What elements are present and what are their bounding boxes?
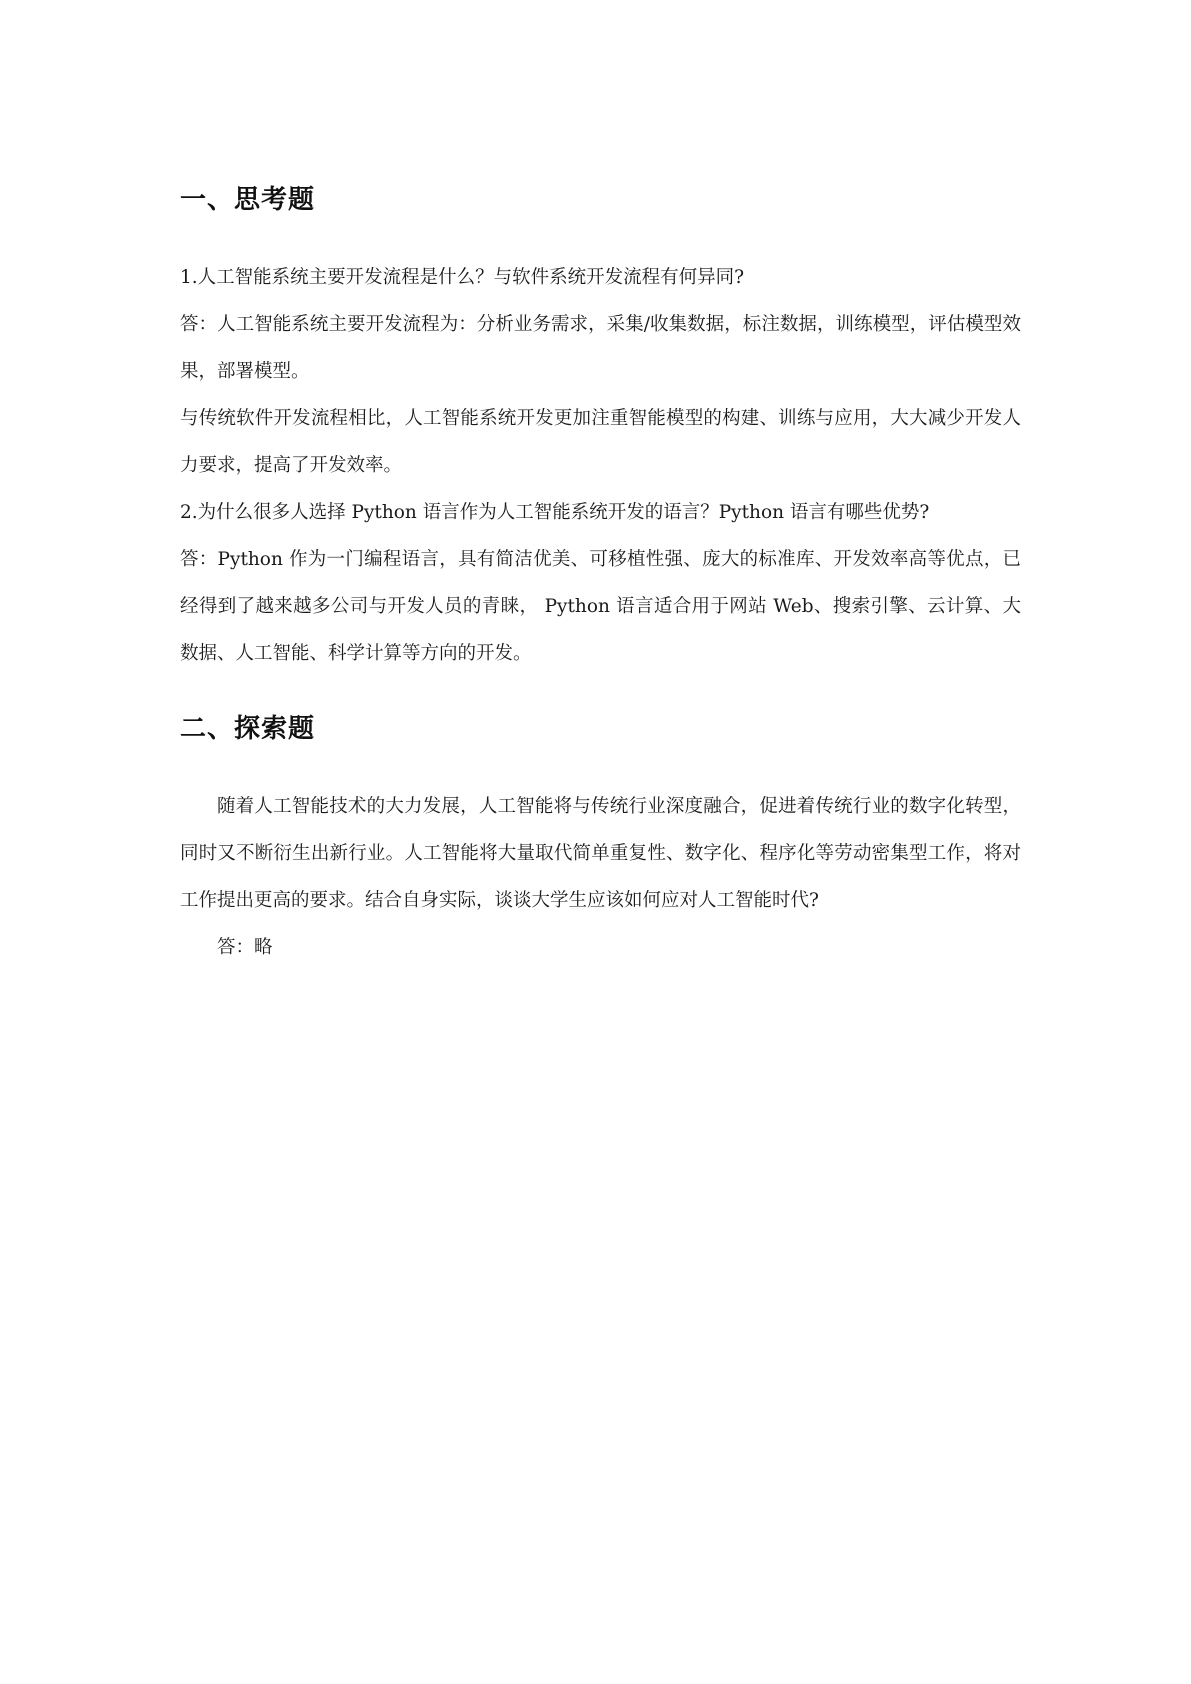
- answer-1-part-2: 与传统软件开发流程相比，人工智能系统开发更加注重智能模型的构建、训练与应用，大大减少开发人力要求，提高了开发效率。: [180, 408, 1021, 476]
- section-heading-thinking: 一、思考题: [180, 185, 316, 215]
- answer-2: 答：Python 作为一门编程语言，具有简洁优美、可移植性强、庞大的标准库、开发效率高等优点，已经得到了越来越多公司与开发人员的青睐， Python 语言适合用于网站 Web、搜索引擎、云计算、大数据、人工智能、科学计算等方向的开发。: [180, 549, 1021, 664]
- answer-1-part-1: 答：人工智能系统主要开发流程为：分析业务需求，采集/收集数据，标注数据，训练模型，评估模型效果，部署模型。: [180, 314, 1021, 382]
- question-2: 2.为什么很多人选择 Python 语言作为人工智能系统开发的语言？Python 语言有哪些优势?: [180, 502, 930, 523]
- question-1: 1.人工智能系统主要开发流程是什么？与软件系统开发流程有何异同?: [180, 267, 745, 288]
- exploration-prompt: 随着人工智能技术的大力发展，人工智能将与传统行业深度融合，促进着传统行业的数字化转型，同时又不断衍生出新行业。人工智能将大量取代简单重复性、数字化、程序化等劳动密集型工作，将对工作提出更高的要求。结合自身实际，谈谈大学生应该如何应对人工智能时代?: [180, 796, 1021, 911]
- exploration-answer: 答：略: [217, 937, 273, 958]
- section-heading-exploration: 二、探索题: [180, 714, 316, 744]
